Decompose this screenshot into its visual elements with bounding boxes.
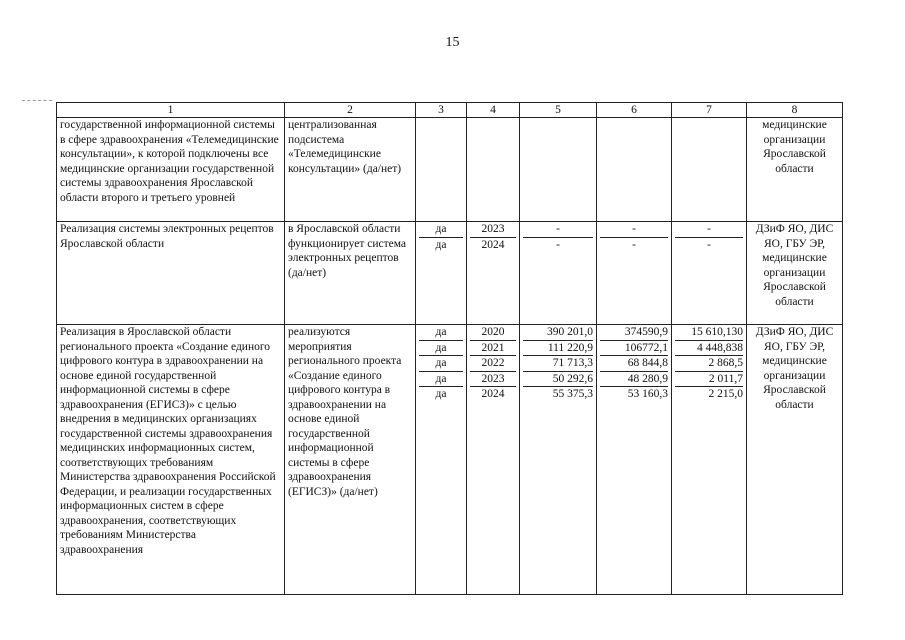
value-amount: -	[523, 222, 593, 238]
value-cell-year	[467, 222, 520, 325]
value-cell-col7	[672, 325, 747, 595]
value-year: 2024	[481, 238, 505, 251]
value-year: 2023	[470, 372, 516, 388]
value-amount: 2 868,5	[675, 356, 743, 372]
value-year: 2020	[470, 325, 516, 341]
value-cell-col6	[597, 325, 672, 595]
value-amount: 106772,1	[600, 341, 668, 357]
value-da: да	[419, 341, 463, 357]
responsible-executors: ДЗиФ ЯО, ДИС ЯО, ГБУ ЭР, медицинские организации Ярославской области	[747, 222, 843, 325]
header-cell-4: 4	[467, 103, 520, 118]
value-cell-col7	[672, 222, 747, 325]
value-amount: -	[707, 238, 711, 251]
responsible-executors: медицинские организации Ярославской области	[747, 118, 843, 222]
value-cell-col3	[416, 325, 467, 595]
value-amount: 48 280,9	[600, 372, 668, 388]
value-da: да	[419, 356, 463, 372]
value-cell-col6	[597, 222, 672, 325]
data-table	[56, 102, 843, 595]
indicator-description: реализуются мероприятия регионального проекта «Создание единого цифрового контура в здравоохранении на основе единой государственной информационной системы в сфере здравоохранения (ЕГИСЗ)» (да/нет)	[285, 325, 416, 595]
value-da: да	[419, 325, 463, 341]
empty-cell	[520, 118, 597, 222]
value-da: да	[419, 222, 463, 238]
header-cell-7: 7	[672, 103, 747, 118]
table-row	[57, 325, 843, 595]
value-year: 2024	[481, 388, 505, 400]
indicator-description: в Ярославской области функционирует система электронных рецептов (да/нет)	[285, 222, 416, 325]
table-row	[57, 222, 843, 325]
value-amount: 390 201,0	[523, 325, 593, 341]
header-cell-8: 8	[747, 103, 843, 118]
value-amount: 15 610,130	[675, 325, 743, 341]
value-amount: 53 160,3	[627, 388, 668, 400]
value-cell-col5	[520, 222, 597, 325]
value-year: 2023	[470, 222, 516, 238]
value-amount: 374590,9	[600, 325, 668, 341]
value-da: да	[435, 388, 447, 400]
empty-cell	[467, 118, 520, 222]
header-cell-5: 5	[520, 103, 597, 118]
empty-cell	[597, 118, 672, 222]
value-amount: -	[556, 238, 560, 251]
value-year: 2021	[470, 341, 516, 357]
value-cell-col5	[520, 325, 597, 595]
measure-description: Реализация системы электронных рецептов Ярославской области	[57, 222, 285, 325]
responsible-executors: ДЗиФ ЯО, ДИС ЯО, ГБУ ЭР, медицинские организации Ярославской области	[747, 325, 843, 595]
header-cell-3: 3	[416, 103, 467, 118]
measure-description: государственной информационной системы в сфере здравоохранения «Телемедицинские консультации», к которой подключены все медицинские организации государственной системы здравоохранения Ярославской области второго и третьего уровней	[57, 118, 285, 222]
value-cell-year	[467, 325, 520, 595]
value-cell-col3	[416, 222, 467, 325]
header-cell-1: 1	[57, 103, 285, 118]
value-da: да	[435, 238, 447, 251]
indicator-description: централизованная подсистема «Телемедицинские консультации» (да/нет)	[285, 118, 416, 222]
page-number: 15	[445, 35, 460, 50]
value-amount: -	[675, 222, 743, 238]
value-amount: 4 448,838	[675, 341, 743, 357]
measure-description: Реализация в Ярославской области регионального проекта «Создание единого цифрового контура в здравоохранении на основе единой государственной информационной системы в сфере здравоохранения (ЕГИСЗ)» с целью внедрения в медицинских организациях государственной системы здравоохранения медицинских информационных систем, соответствующих требованиям Министерства здравоохранения Российской Федерации, и реализации государственных информационных систем в сфере здравоохранения, соответствующих требованиям Министерства здравоохранения	[57, 325, 285, 595]
value-year: 2022	[470, 356, 516, 372]
header-cell-6: 6	[597, 103, 672, 118]
value-amount: 2 215,0	[708, 388, 743, 400]
header-row	[57, 103, 843, 118]
value-amount: -	[600, 222, 668, 238]
value-amount: -	[632, 238, 636, 251]
value-amount: 71 713,3	[523, 356, 593, 372]
value-amount: 2 011,7	[675, 372, 743, 388]
scan-artifact-dash	[22, 100, 52, 101]
table-row	[57, 118, 843, 222]
value-amount: 111 220,9	[523, 341, 593, 357]
value-amount: 68 844,8	[600, 356, 668, 372]
empty-cell	[416, 118, 467, 222]
header-cell-2: 2	[285, 103, 416, 118]
value-da: да	[419, 372, 463, 388]
value-amount: 55 375,3	[552, 388, 593, 400]
empty-cell	[672, 118, 747, 222]
value-amount: 50 292,6	[523, 372, 593, 388]
